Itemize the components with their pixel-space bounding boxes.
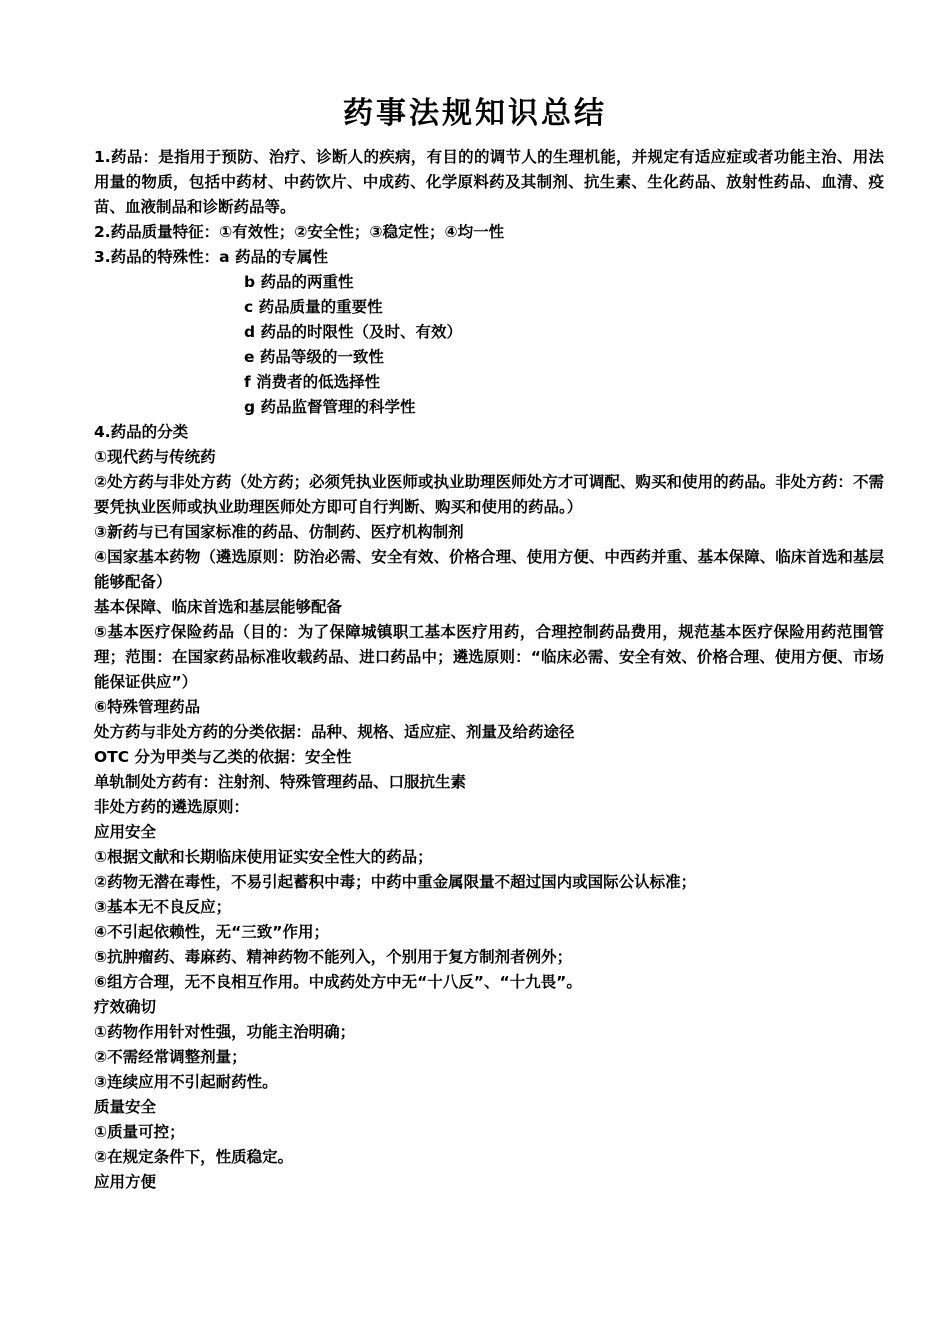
list-item: ③基本无不良反应；	[94, 898, 232, 916]
list-item: ④不引起依赖性，无“三致”作用；	[94, 923, 329, 941]
section-heading: 质量安全	[94, 1098, 157, 1116]
text-line: OTC 分为甲类与乙类的依据：安全性	[94, 748, 352, 766]
paragraph-classification: 4.药品的分类	[94, 423, 189, 441]
list-item: ②药物无潜在毒性，不易引起蓄积中毒；中药中重金属限量不超过国内或国际公认标准；	[94, 873, 697, 891]
list-item: b 药品的两重性	[244, 273, 354, 291]
list-item: ⑤抗肿瘤药、毒麻药、精神药物不能列入，个别用于复方制剂者例外；	[94, 948, 573, 966]
classification-note: 基本保障、临床首选和基层能够配备	[94, 598, 343, 616]
list-item: f 消费者的低选择性	[244, 373, 381, 391]
list-item: e 药品等级的一致性	[244, 348, 384, 366]
classification-item: ⑤基本医疗保险药品（目的：为了保障城镇职工基本医疗用药，合理控制药品费用，规范基本医疗保险用药范围管理；范围：在国家药品标准收载药品、进口药品中；遴选原则：“临床必需、安全有效、价格合理、使用方便、市场能保证供应”）	[94, 623, 884, 691]
list-item: ①质量可控；	[94, 1123, 185, 1141]
section-heading: 应用安全	[94, 823, 157, 841]
paragraph-quality-features: 2.药品质量特征：①有效性；②安全性；③稳定性；④均一性	[94, 223, 505, 241]
list-item: ①药物作用针对性强，功能主治明确；	[94, 1023, 356, 1041]
classification-item: ⑥特殊管理药品	[94, 698, 201, 716]
classification-item: ②处方药与非处方药（处方药；必须凭执业医师或执业助理医师处方才可调配、购买和使用的药品。非处方药：不需要凭执业医师或执业助理医师处方即可自行判断、购买和使用的药品。）	[94, 473, 884, 516]
document-body	[94, 145, 884, 1195]
list-item: ③连续应用不引起耐药性。	[94, 1073, 278, 1091]
section-heading: 疗效确切	[94, 998, 157, 1016]
text-line: 处方药与非处方药的分类依据：品种、规格、适应症、剂量及给药途径	[94, 723, 575, 741]
paragraph-drug-definition: 1.药品：是指用于预防、治疗、诊断人的疾病，有目的的调节人的生理机能，并规定有适应症或者功能主治、用法用量的物质，包括中药材、中药饮片、中成药、化学原料药及其制剂、抗生素、生化药品、放射性药品、血清、疫苗、血液制品和诊断药品等。	[94, 148, 884, 216]
list-item: ⑥组方合理，无不良相互作用。中成药处方中无“十八反”、“十九畏”。	[94, 973, 582, 991]
classification-item: ①现代药与传统药	[94, 448, 216, 466]
paragraph-special-properties: 3.药品的特殊性：a 药品的专属性	[94, 248, 329, 266]
list-item: ②在规定条件下，性质稳定。	[94, 1148, 294, 1166]
text-line: 单轨制处方药有：注射剂、特殊管理药品、口服抗生素	[94, 773, 467, 791]
text-line: 非处方药的遴选原则：	[94, 798, 250, 816]
classification-item: ④国家基本药物（遴选原则：防治必需、安全有效、价格合理、使用方便、中西药并重、基本保障、临床首选和基层能够配备）	[94, 548, 884, 591]
page-title: 药事法规知识总结	[343, 96, 607, 131]
list-item: g 药品监督管理的科学性	[244, 398, 416, 416]
list-item: ②不需经常调整剂量；	[94, 1048, 247, 1066]
list-item: ①根据文献和长期临床使用证实安全性大的药品；	[94, 848, 433, 866]
list-item: d 药品的时限性（及时、有效）	[244, 323, 462, 341]
classification-item: ③新药与已有国家标准的药品、仿制药、医疗机构制剂	[94, 523, 464, 541]
section-heading: 应用方便	[94, 1173, 157, 1191]
list-item: c 药品质量的重要性	[244, 298, 383, 316]
